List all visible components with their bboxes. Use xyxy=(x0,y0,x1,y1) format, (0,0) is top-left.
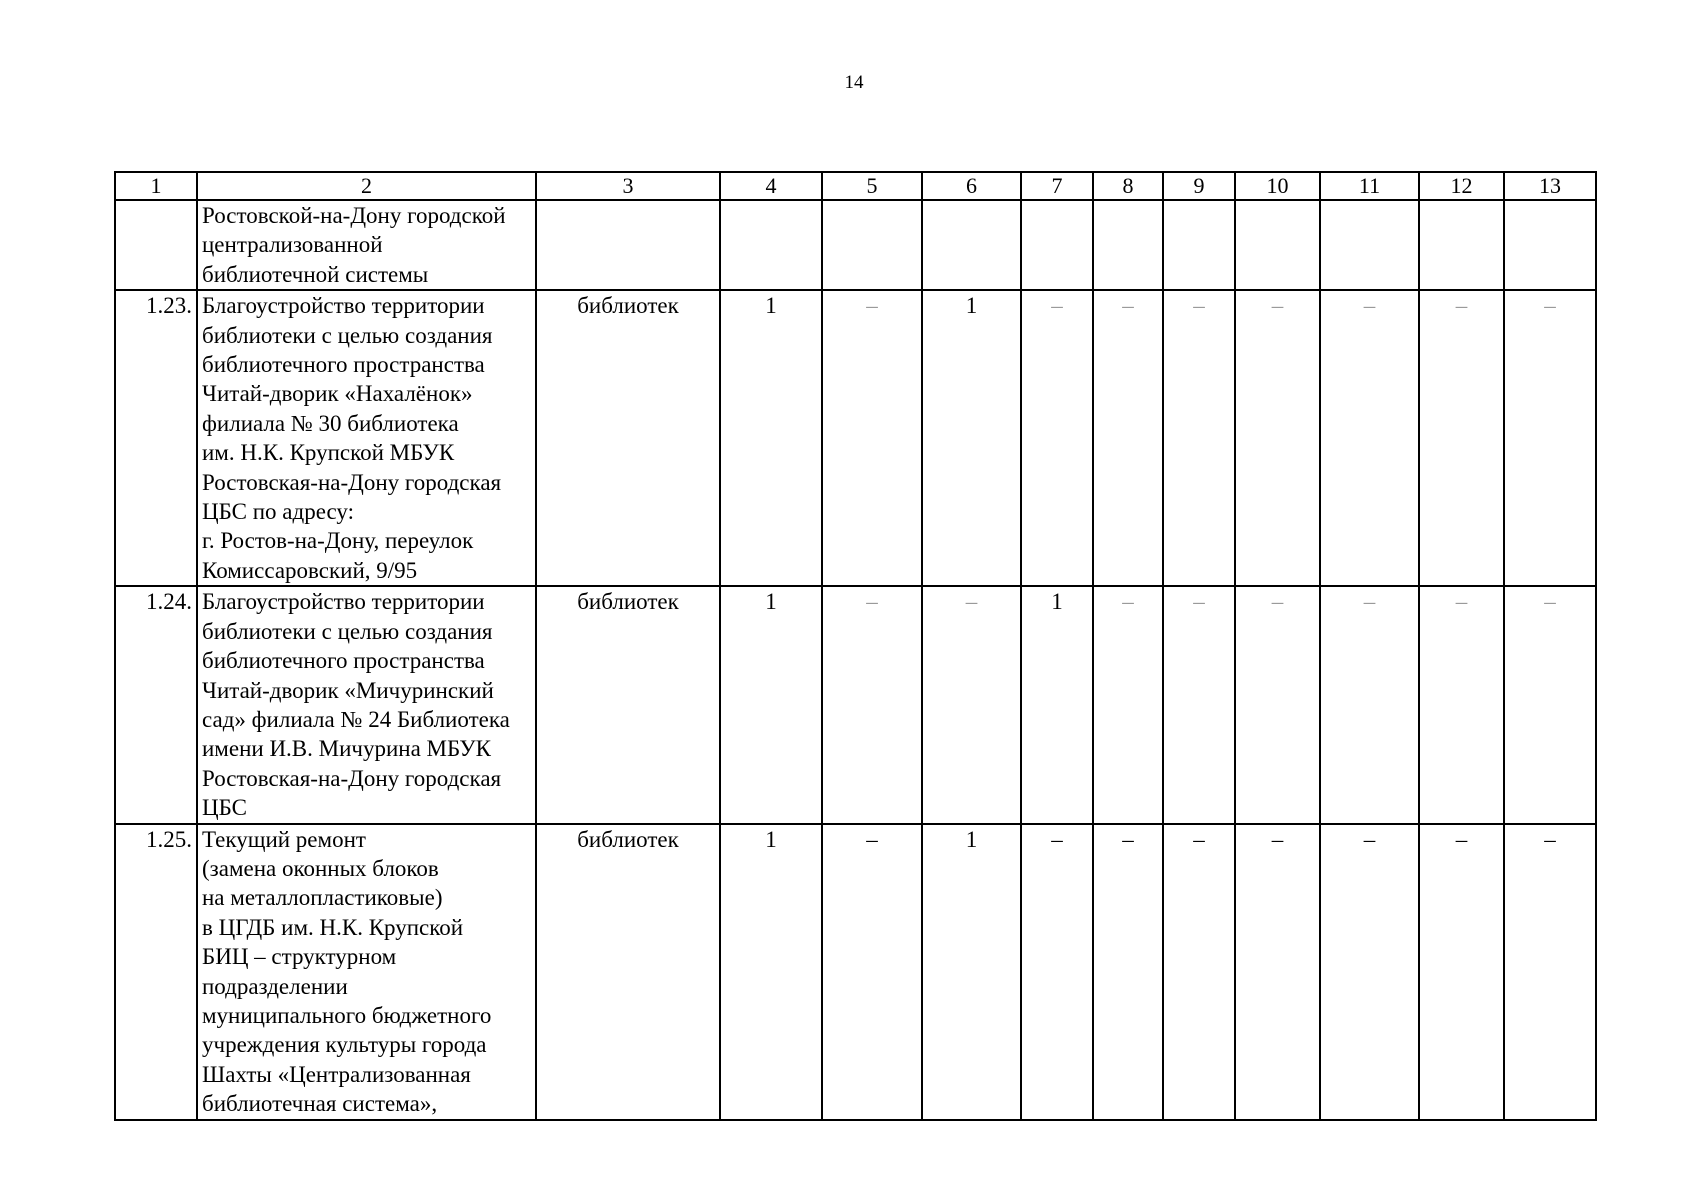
description-line: Текущий ремонт xyxy=(202,826,366,852)
row-value: – xyxy=(1093,586,1163,823)
row-number: 1.24. xyxy=(115,586,197,823)
description-line: Шахты «Централизованная xyxy=(202,1061,471,1087)
row-value xyxy=(922,200,1021,290)
description-line: Читай-дворик «Мичуринский xyxy=(202,677,494,703)
column-header: 11 xyxy=(1320,172,1419,200)
row-value: 1 xyxy=(720,824,822,1120)
description-line: на металлопластиковые) xyxy=(202,885,443,911)
description-line: Благоустройство территории xyxy=(202,293,485,319)
description-line: г. Ростов-на-Дону, переулок xyxy=(202,528,474,554)
row-value xyxy=(720,200,822,290)
row-value xyxy=(1320,200,1419,290)
description-line: учреждения культуры города xyxy=(202,1032,487,1058)
row-description xyxy=(197,200,536,290)
row-value: – xyxy=(1320,824,1419,1120)
row-unit: библиотек xyxy=(536,824,720,1120)
column-header: 4 xyxy=(720,172,822,200)
row-value: 1 xyxy=(922,824,1021,1120)
row-value: – xyxy=(1504,586,1596,823)
row-value: – xyxy=(1021,824,1093,1120)
description-line: библиотечная система», xyxy=(202,1091,438,1117)
column-header: 6 xyxy=(922,172,1021,200)
row-value: – xyxy=(822,586,922,823)
description-line: Читай-дворик «Нахалёнок» xyxy=(202,381,473,407)
description-line: Ростовская-на-Дону городская xyxy=(202,765,502,791)
table-row xyxy=(115,290,1596,586)
row-value: 1 xyxy=(720,586,822,823)
row-value xyxy=(1419,200,1504,290)
column-header: 12 xyxy=(1419,172,1504,200)
description-line: ЦБС по адресу: xyxy=(202,499,354,525)
column-header: 5 xyxy=(822,172,922,200)
row-value: – xyxy=(822,824,922,1120)
column-header: 3 xyxy=(536,172,720,200)
row-description xyxy=(197,586,536,823)
row-number: 1.25. xyxy=(115,824,197,1120)
column-header: 2 xyxy=(197,172,536,200)
row-description xyxy=(197,824,536,1120)
table-row xyxy=(115,586,1596,823)
row-value: – xyxy=(822,290,922,586)
description-line: ЦБС xyxy=(202,795,248,821)
row-value xyxy=(1021,200,1093,290)
row-value: – xyxy=(1320,290,1419,586)
description-line: имени И.В. Мичурина МБУК xyxy=(202,736,492,762)
table-row xyxy=(115,200,1596,290)
row-value: – xyxy=(1504,824,1596,1120)
row-number xyxy=(115,200,197,290)
row-value: – xyxy=(1163,586,1235,823)
row-value: 1 xyxy=(720,290,822,586)
description-line: Ростовской-на-Дону городской xyxy=(202,203,506,228)
row-number: 1.23. xyxy=(115,290,197,586)
row-description xyxy=(197,290,536,586)
description-line: им. Н.К. Крупской МБУК xyxy=(202,440,455,466)
row-value: – xyxy=(922,586,1021,823)
main-table xyxy=(114,171,1597,1121)
description-line: в ЦГДБ им. Н.К. Крупской xyxy=(202,914,464,940)
header-row xyxy=(115,172,1596,200)
row-value: – xyxy=(1021,290,1093,586)
row-value: – xyxy=(1235,290,1320,586)
description-line: Благоустройство территории xyxy=(202,589,485,615)
column-header: 7 xyxy=(1021,172,1093,200)
row-value: – xyxy=(1419,824,1504,1120)
description-line: Комиссаровский, 9/95 xyxy=(202,557,418,583)
description-line: библиотечного пространства xyxy=(202,352,485,378)
row-value xyxy=(1093,200,1163,290)
row-value: – xyxy=(1093,824,1163,1120)
row-unit: библиотек xyxy=(536,290,720,586)
row-value xyxy=(822,200,922,290)
description-line: филиала № 30 библиотека xyxy=(202,410,459,436)
row-value: 1 xyxy=(1021,586,1093,823)
row-value: – xyxy=(1320,586,1419,823)
row-value: 1 xyxy=(922,290,1021,586)
description-line: библиотеки с целью создания xyxy=(202,322,493,348)
description-line: библиотеки с целью создания xyxy=(202,618,493,644)
row-unit xyxy=(536,200,720,290)
table-row xyxy=(115,824,1596,1120)
row-unit: библиотек xyxy=(536,586,720,823)
description-line: централизованной xyxy=(202,232,383,258)
row-value xyxy=(1504,200,1596,290)
description-line: БИЦ – структурном xyxy=(202,944,397,970)
column-header: 13 xyxy=(1504,172,1596,200)
row-value: – xyxy=(1235,824,1320,1120)
description-line: сад» филиала № 24 Библиотека xyxy=(202,706,510,732)
description-line: Ростовская-на-Дону городская xyxy=(202,469,502,495)
page-number: 14 xyxy=(844,72,864,93)
column-header: 9 xyxy=(1163,172,1235,200)
description-line: библиотечной системы xyxy=(202,261,429,287)
row-value: – xyxy=(1419,586,1504,823)
description-line: библиотечного пространства xyxy=(202,648,485,674)
row-value: – xyxy=(1093,290,1163,586)
column-header: 8 xyxy=(1093,172,1163,200)
description-line: подразделении xyxy=(202,973,348,999)
description-line: (замена оконных блоков xyxy=(202,855,439,881)
row-value: – xyxy=(1163,290,1235,586)
row-value: – xyxy=(1163,824,1235,1120)
row-value xyxy=(1163,200,1235,290)
row-value: – xyxy=(1419,290,1504,586)
column-header: 10 xyxy=(1235,172,1320,200)
row-value: – xyxy=(1504,290,1596,586)
row-value xyxy=(1235,200,1320,290)
column-header: 1 xyxy=(115,172,197,200)
description-line: муниципального бюджетного xyxy=(202,1002,492,1028)
row-value: – xyxy=(1235,586,1320,823)
